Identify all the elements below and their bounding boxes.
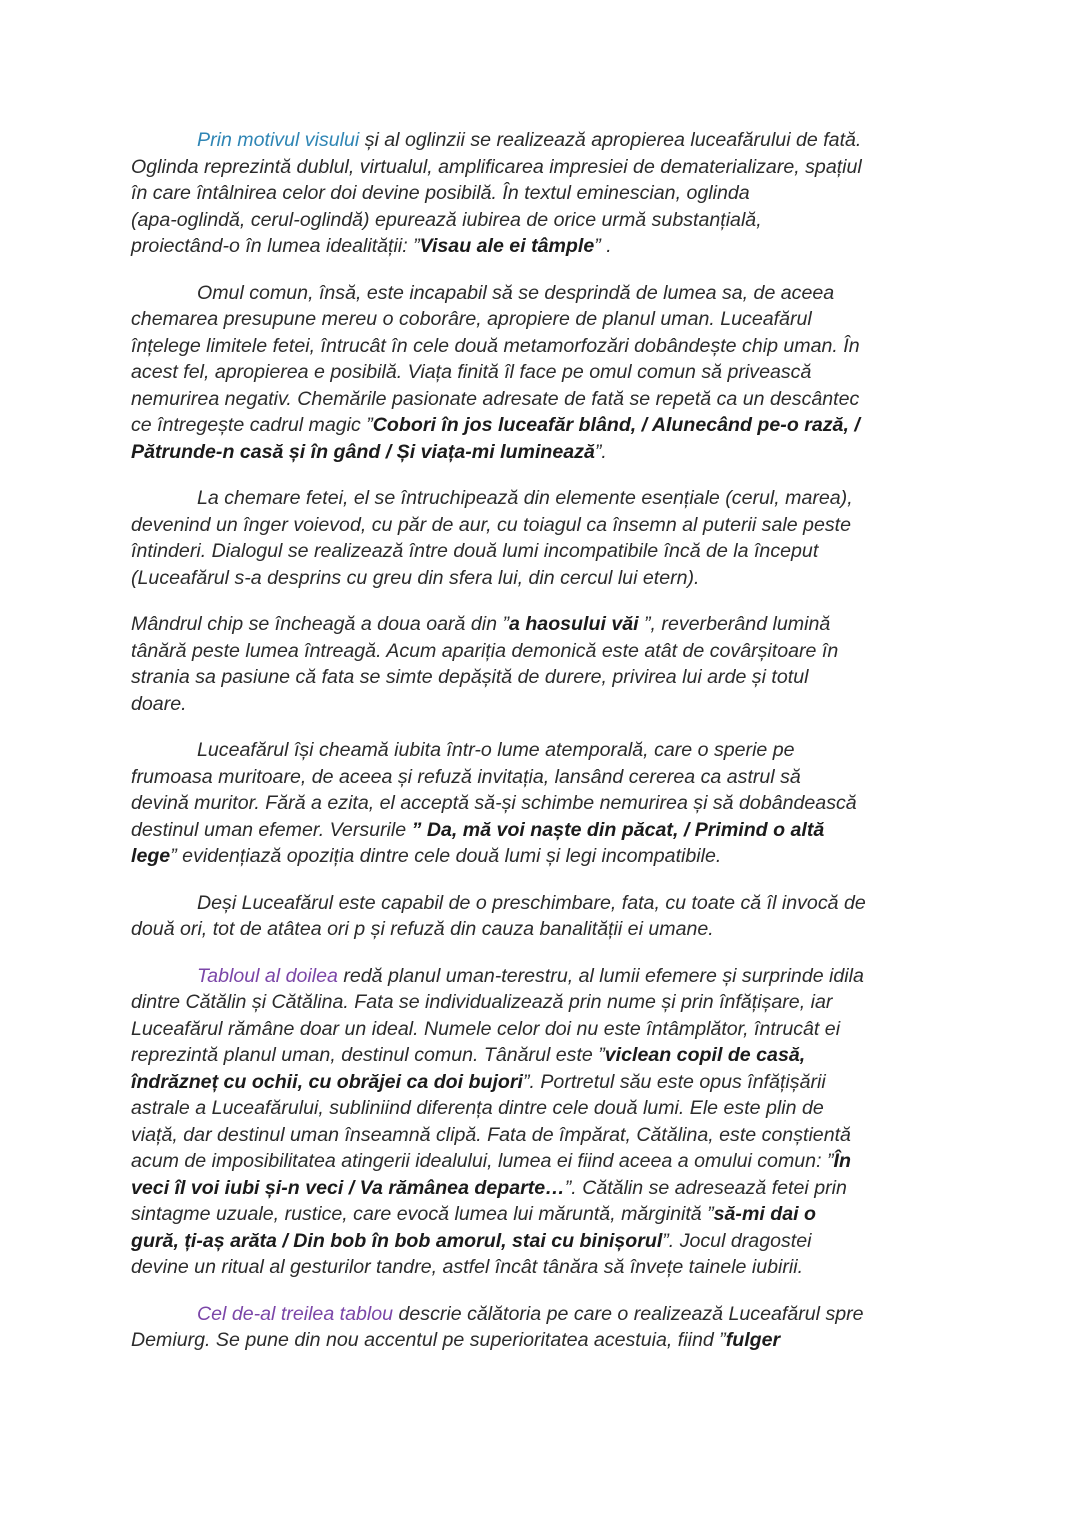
paragraph [131,890,961,943]
highlighted-phrase: Tabloul al doilea [197,964,338,987]
text-segment: doare. [131,692,187,715]
paragraph [131,485,961,591]
text-segment: descrie călătoria pe care o realizează Luceafărul spre [393,1302,864,1325]
paragraph [131,127,961,260]
paragraph [131,1301,961,1354]
highlighted-phrase: Prin motivul visului [197,129,360,151]
text-line [131,1175,961,1202]
document-page [131,127,961,1374]
text-segment: dintre Cătălin și Cătălina. Fata se individualizează prin nume și prin înfățișare, iar [131,991,833,1013]
text-segment: Luceafărul își cheamă iubita într-o lume atemporală, care o sperie pe [197,739,795,761]
text-segment: și al oglinzii se realizează apropierea luceafărului de fată. [359,129,862,151]
text-segment: (Luceafărul s-a desprins cu greu din sfera lui, din cercul lui etern). [131,566,700,589]
paragraph [131,280,961,466]
quoted-verse: fulger [725,1329,781,1351]
text-segment: Mândrul chip se încheagă a doua oară din ” [131,613,509,635]
quoted-verse: gură, ți-aș arăta / Din bob în bob amorul, stai cu binișorul [131,1229,663,1252]
text-line [131,512,961,539]
text-segment: proiectând-o în lumea idealității: ” [131,235,420,257]
text-segment: Luceafărul rămâne doar un ideal. Numele celor doi nu este întâmplător, întrucât ei [131,1017,841,1040]
text-segment: ” evidențiază opoziția dintre cele două lumi și legi incompatibile. [170,845,722,867]
text-line [131,916,961,943]
text-line [131,1148,961,1175]
text-line [131,890,961,917]
text-segment: ”. Jocul dragostei [662,1229,812,1252]
text-line [131,843,961,870]
text-segment: nemurirea negativ. Chemările pasionate adresate de fată se repetă ca un descântec [131,387,860,410]
text-line [131,611,961,638]
text-line [131,333,961,360]
highlighted-phrase: Cel de-al treilea tablou [197,1302,394,1325]
text-segment: înțelege limitele fetei, întrucât în cele două metamorfozări dobândește chip uman. În [131,334,860,357]
text-segment: devenind un înger voievod, cu păr de aur, cu toiagul ca însemn al puterii sale peste [131,513,851,536]
paragraph [131,611,961,717]
text-segment: devine un ritual al gesturilor tandre, astfel încât tânăra să învețe tainele iubirii. [131,1256,804,1278]
text-segment: reprezintă planul uman, destinul comun. Tânărul este ” [131,1044,605,1066]
text-segment: ”. [594,440,607,463]
text-line [131,1228,961,1255]
text-segment: întinderi. Dialogul se realizează între două lumi incompatibile încă de la început [131,540,819,562]
text-segment: strania sa pasiune că fata se simte depășită de durere, privirea lui arde și totul [131,666,809,688]
text-line [131,1122,961,1149]
text-line [131,1327,961,1354]
text-segment: astrale a Luceafărului, subliniind diferența dintre cele două lumi. Ele este plin de [131,1097,824,1119]
text-line [131,180,961,207]
text-segment: devină muritor. Fără a ezita, el acceptă să-și schimbe nemurirea și să dobândească [131,792,857,814]
quoted-verse: În [833,1150,851,1172]
text-segment: tânără peste lumea întreagă. Acum apariția demonică este atât de covârșitoare în [131,639,839,662]
quoted-verse: ” Da, mă voi naște din păcat, / Primind o altă [411,818,825,841]
text-segment: Demiurg. Se pune din nou accentul pe superioritatea acestuia, fiind ” [131,1329,726,1351]
text-line [131,1016,961,1043]
text-line [131,386,961,413]
text-segment: ”, reverberând lumină [638,613,831,635]
quoted-verse: veci îl voi iubi și-n veci / Va rămânea departe… [131,1176,565,1199]
quoted-verse: lege [131,845,171,867]
text-line [131,1095,961,1122]
text-segment: acest fel, apropierea e posibilă. Viața finită îl face pe omul comun să privească [131,361,812,383]
text-line [131,565,961,592]
text-line [131,1201,961,1228]
quoted-verse: viclean copil de casă, [604,1044,806,1066]
text-line [131,412,961,439]
text-line [131,737,961,764]
text-line [131,359,961,386]
text-segment: ce întregește cadrul magic ” [131,414,373,436]
text-line [131,691,961,718]
paragraph [131,963,961,1281]
text-line [131,280,961,307]
text-line [131,764,961,791]
text-segment: sintagme uzuale, rustice, care evocă lumea lui măruntă, mărginită ” [131,1203,714,1225]
text-segment: Deși Luceafărul este capabil de o preschimbare, fata, cu toate că îl invocă de [197,891,866,914]
text-segment: acum de imposibilitatea atingerii idealului, lumea ei fiind aceea a omului comun: ” [131,1150,834,1172]
text-line [131,963,961,990]
quoted-verse: Pătrunde-n casă și în gând / Și viața-mi luminează [131,440,595,463]
text-line [131,538,961,565]
text-segment: viață, dar destinul uman înseamnă clipă. Fata de împărat, Cătălina, este conștientă [131,1123,851,1146]
quoted-verse: Visau ale ei tâmple [419,235,595,257]
text-line [131,817,961,844]
text-line [131,1254,961,1281]
quoted-verse: a haosului văi [508,613,639,635]
text-segment: două ori, tot de atâtea ori p și refuză din cauza banalității ei umane. [131,918,714,940]
text-line [131,664,961,691]
text-line [131,1069,961,1096]
quoted-verse: Cobori în jos luceafăr blând, / Alunecând pe-o rază, / [372,414,860,436]
text-segment: redă planul uman-terestru, al lumii efemere și surprinde idila [337,964,864,987]
text-line [131,989,961,1016]
text-segment: La chemare fetei, el se întruchipează din elemente esențiale (cerul, marea), [197,487,853,509]
text-segment: destinul uman efemer. Versurile [131,818,412,841]
text-segment: în care întâlnirea celor doi devine posibilă. În textul eminescian, oglinda [131,182,750,204]
text-line [131,485,961,512]
text-line [131,638,961,665]
text-segment: ”. Portretul său este opus înfățișării [522,1070,826,1093]
text-line [131,790,961,817]
text-segment: Omul comun, însă, este incapabil să se desprindă de lumea sa, de aceea [197,281,835,304]
text-line [131,154,961,181]
text-line [131,1301,961,1328]
text-segment: ” . [594,235,612,257]
text-segment: frumoasa muritoare, de aceea și refuză invitația, lansând cererea ca astrul să [131,765,801,788]
text-line [131,207,961,234]
text-segment: ”. Cătălin se adresează fetei prin [564,1176,847,1199]
quoted-verse: să-mi dai o [713,1203,816,1225]
text-segment: (apa-oglindă, cerul-oglindă) epurează iubirea de orice urmă substanțială, [131,208,762,231]
paragraph [131,737,961,870]
text-segment: chemarea presupune mereu o coborâre, apropiere de planul uman. Luceafărul [131,308,812,330]
quoted-verse: îndrăzneț cu ochii, cu obrăjei ca doi bujori [131,1070,523,1093]
text-line [131,1042,961,1069]
text-line [131,306,961,333]
text-line [131,233,961,260]
text-line [131,127,961,154]
text-segment: Oglinda reprezintă dublul, virtualul, amplificarea impresiei de dematerializare, spațiul [131,155,862,178]
text-line [131,439,961,466]
